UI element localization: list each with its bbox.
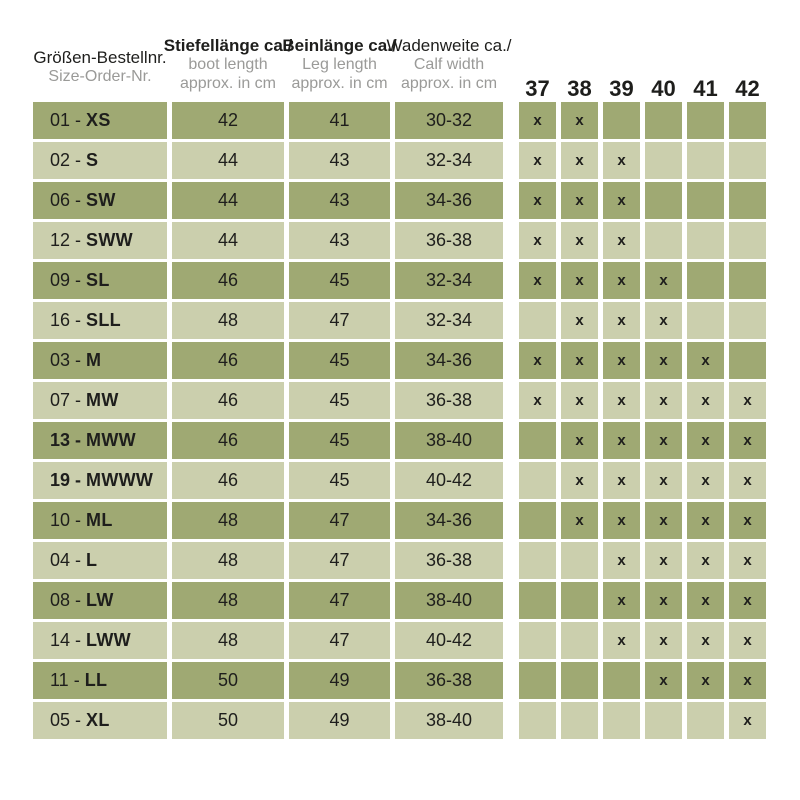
header-beinlaenge: Beinlänge ca./	[282, 36, 397, 56]
order-number: 09	[50, 270, 71, 290]
boot-length-cell: 46	[172, 342, 284, 379]
size-mark-cell-42: x	[729, 702, 766, 739]
size-mark-cell-42: x	[729, 542, 766, 579]
leg-length-cell: 47	[289, 302, 390, 339]
size-mark-cell-40: x	[645, 302, 682, 339]
table-row	[33, 102, 800, 139]
size-code-cell	[33, 622, 167, 659]
header-stiefellaenge: Stiefellänge ca./	[163, 36, 293, 56]
size-code: XL	[86, 710, 110, 730]
size-mark-cell-40	[645, 102, 682, 139]
size-mark-cell-39: x	[603, 142, 640, 179]
calf-width-cell: 34-36	[395, 342, 503, 379]
table-row	[33, 502, 800, 539]
size-mark-cell-37	[519, 582, 556, 619]
size-mark-cell-42: x	[729, 462, 766, 499]
size-code: XS	[86, 110, 111, 130]
calf-width-cell: 40-42	[395, 462, 503, 499]
order-number: 05	[50, 710, 71, 730]
size-mark-cell-41: x	[687, 422, 724, 459]
calf-width-cell: 32-34	[395, 302, 503, 339]
size-mark-cell-39: x	[603, 542, 640, 579]
column-header-boot-length	[164, 36, 293, 94]
code-separator: -	[68, 670, 85, 690]
size-mark-cell-41	[687, 302, 724, 339]
size-mark-cell-42	[729, 182, 766, 219]
column-header-size-39: 39	[609, 76, 634, 101]
size-mark-cell-41	[687, 182, 724, 219]
boot-length-cell: 46	[172, 382, 284, 419]
boot-length-cell: 44	[172, 142, 284, 179]
calf-width-cell: 32-34	[395, 142, 503, 179]
size-code-cell	[33, 422, 167, 459]
size-mark-cell-37	[519, 462, 556, 499]
leg-length-cell: 47	[289, 502, 390, 539]
size-mark-cell-41	[687, 262, 724, 299]
size-mark-cell-37: x	[519, 342, 556, 379]
size-mark-cell-37	[519, 622, 556, 659]
leg-length-cell: 47	[289, 582, 390, 619]
size-mark-cell-41: x	[687, 382, 724, 419]
column-header-size-order	[33, 48, 166, 87]
size-code: MWWW	[86, 470, 154, 490]
size-mark-cell-40	[645, 222, 682, 259]
column-header-size-42: 42	[735, 76, 760, 101]
leg-length-cell: 47	[289, 542, 390, 579]
header-calf-approx: approx. in cm	[400, 75, 498, 93]
leg-length-cell: 47	[289, 622, 390, 659]
table-row	[33, 422, 800, 459]
size-mark-cell-39: x	[603, 222, 640, 259]
size-mark-cell-42: x	[729, 502, 766, 539]
leg-length-cell: 45	[289, 422, 390, 459]
table-row	[33, 182, 800, 219]
size-mark-cell-41: x	[687, 622, 724, 659]
size-mark-cell-42	[729, 262, 766, 299]
order-number: 16	[50, 310, 71, 330]
leg-length-cell: 43	[289, 182, 390, 219]
calf-width-cell: 32-34	[395, 262, 503, 299]
order-number: 01	[50, 110, 71, 130]
size-code-cell	[33, 702, 167, 739]
size-mark-cell-37: x	[519, 142, 556, 179]
size-mark-cell-38	[561, 702, 598, 739]
code-separator: -	[70, 310, 87, 330]
size-mark-cell-40: x	[645, 342, 682, 379]
code-separator: -	[70, 510, 87, 530]
header-calf-width: Calf width	[413, 56, 485, 74]
size-code-cell	[33, 582, 167, 619]
size-mark-cell-41	[687, 222, 724, 259]
boot-length-cell: 48	[172, 502, 284, 539]
size-mark-cell-39	[603, 102, 640, 139]
size-mark-cell-41	[687, 142, 724, 179]
size-code: SW	[86, 190, 116, 210]
leg-length-cell: 41	[289, 102, 390, 139]
size-mark-cell-38	[561, 582, 598, 619]
leg-length-cell: 43	[289, 222, 390, 259]
calf-width-cell: 36-38	[395, 382, 503, 419]
size-code: MWW	[86, 430, 136, 450]
calf-width-cell: 38-40	[395, 422, 503, 459]
header-wadenweite: Wadenweite ca./	[386, 36, 512, 56]
size-mark-cell-38: x	[561, 182, 598, 219]
size-mark-cell-37	[519, 422, 556, 459]
table-row	[33, 702, 800, 739]
boot-length-cell: 48	[172, 582, 284, 619]
boot-length-cell: 48	[172, 542, 284, 579]
size-mark-cell-39	[603, 702, 640, 739]
boot-length-cell: 48	[172, 622, 284, 659]
size-code: M	[86, 350, 102, 370]
size-code-cell	[33, 302, 167, 339]
boot-length-cell: 46	[172, 462, 284, 499]
table-row	[33, 382, 800, 419]
leg-length-cell: 43	[289, 142, 390, 179]
size-mark-cell-42: x	[729, 382, 766, 419]
size-code: LWW	[86, 630, 131, 650]
order-number: 13	[50, 430, 71, 450]
size-code: LL	[84, 670, 108, 690]
size-mark-cell-41: x	[687, 582, 724, 619]
calf-width-cell: 40-42	[395, 622, 503, 659]
size-mark-cell-41	[687, 102, 724, 139]
size-mark-cell-40: x	[645, 542, 682, 579]
leg-length-cell: 45	[289, 262, 390, 299]
size-code: S	[86, 150, 99, 170]
table-row	[33, 262, 800, 299]
size-mark-cell-37	[519, 662, 556, 699]
leg-length-cell: 45	[289, 342, 390, 379]
size-mark-cell-38	[561, 662, 598, 699]
table-body	[33, 102, 800, 739]
size-mark-cell-42: x	[729, 662, 766, 699]
code-separator: -	[70, 390, 87, 410]
column-header-size-41: 41	[693, 76, 718, 101]
size-code-cell	[33, 182, 167, 219]
size-mark-cell-37	[519, 502, 556, 539]
code-separator: -	[70, 150, 87, 170]
size-code: SLL	[86, 310, 121, 330]
order-number: 07	[50, 390, 71, 410]
size-code: L	[86, 550, 98, 570]
leg-length-cell: 45	[289, 462, 390, 499]
size-code: ML	[86, 510, 113, 530]
size-mark-cell-38	[561, 622, 598, 659]
size-code-cell	[33, 222, 167, 259]
size-code-cell	[33, 462, 167, 499]
leg-length-cell: 49	[289, 702, 390, 739]
size-mark-cell-37: x	[519, 382, 556, 419]
size-mark-cell-38: x	[561, 502, 598, 539]
boot-length-cell: 50	[172, 662, 284, 699]
header-size-order-nr: Size-Order-Nr.	[48, 68, 152, 86]
table-header	[33, 22, 800, 102]
boot-length-cell: 42	[172, 102, 284, 139]
code-separator: -	[70, 190, 87, 210]
size-mark-cell-41: x	[687, 342, 724, 379]
size-mark-cell-38: x	[561, 222, 598, 259]
size-code-cell	[33, 342, 167, 379]
size-mark-cell-40: x	[645, 422, 682, 459]
order-number: 08	[50, 590, 71, 610]
size-mark-cell-42: x	[729, 622, 766, 659]
header-boot-approx: approx. in cm	[179, 75, 277, 93]
size-mark-cell-40: x	[645, 502, 682, 539]
size-mark-cell-41: x	[687, 502, 724, 539]
size-mark-cell-39	[603, 662, 640, 699]
calf-width-cell: 38-40	[395, 702, 503, 739]
column-header-leg-length	[282, 36, 396, 94]
size-code-cell	[33, 142, 167, 179]
table-row	[33, 462, 800, 499]
header-groessen-bestellnr: Größen-Bestellnr.	[33, 48, 167, 68]
size-mark-cell-38: x	[561, 422, 598, 459]
calf-width-cell: 34-36	[395, 502, 503, 539]
table-row	[33, 222, 800, 259]
order-number: 06	[50, 190, 71, 210]
calf-width-cell: 34-36	[395, 182, 503, 219]
size-mark-cell-40: x	[645, 382, 682, 419]
size-mark-cell-42	[729, 142, 766, 179]
calf-width-cell: 36-38	[395, 662, 503, 699]
size-code-cell	[33, 262, 167, 299]
size-mark-cell-42	[729, 102, 766, 139]
size-mark-cell-39: x	[603, 262, 640, 299]
order-number: 10	[50, 510, 71, 530]
order-number: 11	[50, 670, 69, 690]
size-mark-cell-39: x	[603, 302, 640, 339]
size-mark-cell-41: x	[687, 542, 724, 579]
size-mark-cell-40: x	[645, 262, 682, 299]
size-mark-cell-39: x	[603, 582, 640, 619]
size-mark-cell-39: x	[603, 502, 640, 539]
boot-length-cell: 46	[172, 262, 284, 299]
boot-length-cell: 46	[172, 422, 284, 459]
size-mark-cell-37: x	[519, 262, 556, 299]
order-number: 02	[50, 150, 71, 170]
boot-length-cell: 44	[172, 182, 284, 219]
size-mark-cell-39: x	[603, 182, 640, 219]
code-separator: -	[70, 350, 87, 370]
size-mark-cell-37	[519, 542, 556, 579]
header-boot-length: boot length	[188, 56, 268, 74]
calf-width-cell: 30-32	[395, 102, 503, 139]
size-mark-cell-40: x	[645, 662, 682, 699]
size-mark-cell-42	[729, 222, 766, 259]
size-mark-cell-37: x	[519, 222, 556, 259]
size-mark-cell-38: x	[561, 462, 598, 499]
size-mark-cell-38: x	[561, 102, 598, 139]
leg-length-cell: 49	[289, 662, 390, 699]
size-mark-cell-37: x	[519, 182, 556, 219]
size-mark-cell-38: x	[561, 382, 598, 419]
code-separator: -	[70, 230, 87, 250]
size-code: MW	[86, 390, 119, 410]
boot-length-cell: 48	[172, 302, 284, 339]
size-mark-cell-37	[519, 302, 556, 339]
size-code-cell	[33, 382, 167, 419]
size-mark-cell-40	[645, 702, 682, 739]
table-row	[33, 662, 800, 699]
column-header-size-37: 37	[525, 76, 550, 101]
size-mark-cell-38	[561, 542, 598, 579]
code-separator: -	[70, 430, 87, 450]
size-mark-cell-42	[729, 302, 766, 339]
table-row	[33, 542, 800, 579]
size-mark-cell-42	[729, 342, 766, 379]
column-header-size-38: 38	[567, 76, 592, 101]
size-mark-cell-41	[687, 702, 724, 739]
calf-width-cell: 38-40	[395, 582, 503, 619]
code-separator: -	[70, 470, 87, 490]
size-mark-cell-38: x	[561, 342, 598, 379]
code-separator: -	[70, 630, 87, 650]
size-code-cell	[33, 102, 167, 139]
calf-width-cell: 36-38	[395, 542, 503, 579]
code-separator: -	[70, 550, 87, 570]
size-mark-cell-38: x	[561, 142, 598, 179]
leg-length-cell: 45	[289, 382, 390, 419]
size-mark-cell-42: x	[729, 582, 766, 619]
size-mark-cell-42: x	[729, 422, 766, 459]
table-row	[33, 302, 800, 339]
code-separator: -	[70, 270, 87, 290]
table-row	[33, 622, 800, 659]
code-separator: -	[70, 590, 87, 610]
size-mark-cell-39: x	[603, 622, 640, 659]
boot-length-cell: 50	[172, 702, 284, 739]
order-number: 12	[50, 230, 71, 250]
column-header-calf-width	[386, 36, 511, 94]
header-leg-length: Leg length	[302, 56, 377, 74]
order-number: 14	[50, 630, 71, 650]
table-row	[33, 342, 800, 379]
size-mark-cell-39: x	[603, 462, 640, 499]
code-separator: -	[70, 110, 87, 130]
size-mark-cell-37: x	[519, 102, 556, 139]
order-number: 03	[50, 350, 71, 370]
code-separator: -	[70, 710, 87, 730]
table-row	[33, 582, 800, 619]
size-mark-cell-39: x	[603, 382, 640, 419]
size-code: SL	[86, 270, 110, 290]
size-code-cell	[33, 542, 167, 579]
order-number: 04	[50, 550, 71, 570]
table-row	[33, 142, 800, 179]
size-mark-cell-38: x	[561, 262, 598, 299]
size-code: SWW	[86, 230, 133, 250]
size-mark-cell-41: x	[687, 462, 724, 499]
size-mark-cell-39: x	[603, 342, 640, 379]
header-leg-approx: approx. in cm	[291, 75, 388, 93]
size-mark-cell-37	[519, 702, 556, 739]
boot-length-cell: 44	[172, 222, 284, 259]
order-number: 19	[50, 470, 71, 490]
size-mark-cell-40	[645, 142, 682, 179]
size-mark-cell-40: x	[645, 582, 682, 619]
size-mark-cell-38: x	[561, 302, 598, 339]
size-mark-cell-40	[645, 182, 682, 219]
size-mark-cell-39: x	[603, 422, 640, 459]
size-mark-cell-40: x	[645, 622, 682, 659]
size-code-cell	[33, 502, 167, 539]
size-mark-cell-40: x	[645, 462, 682, 499]
size-code: LW	[86, 590, 114, 610]
column-header-size-40: 40	[651, 76, 676, 101]
size-code-cell	[33, 662, 167, 699]
size-mark-cell-41: x	[687, 662, 724, 699]
calf-width-cell: 36-38	[395, 222, 503, 259]
